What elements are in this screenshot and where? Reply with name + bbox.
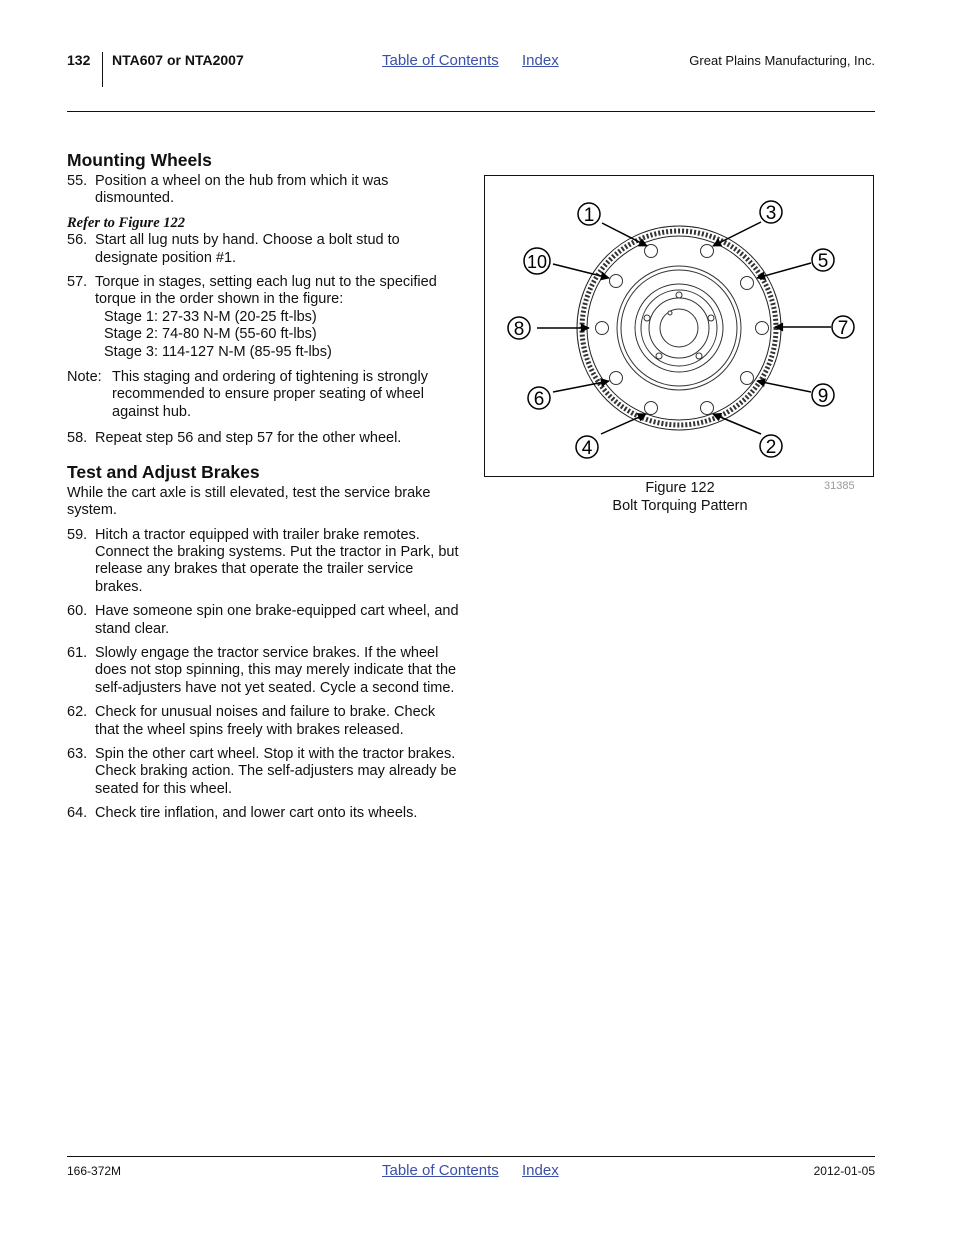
step-55 — [67, 173, 462, 208]
document-code: 166-372M — [67, 1164, 122, 1178]
note-text: This staging and ordering of tightening is strongly recommended to ensure proper seating of wheel against hub. — [112, 369, 428, 420]
document-date: 2012-01-05 — [813, 1164, 875, 1178]
footer-rule — [67, 1156, 875, 1157]
footer-index-link[interactable]: Index — [522, 1162, 559, 1179]
label-1: 1 — [583, 205, 595, 226]
step-58 — [67, 430, 462, 447]
label-2: 2 — [765, 437, 777, 458]
step-text: Spin the other cart wheel. Stop it with the tractor brakes. Check braking action. The self-adjusters may already be seated for this wheel. — [95, 745, 457, 797]
step-63 — [67, 746, 462, 798]
step-number: 60. — [67, 603, 88, 620]
label-4: 4 — [581, 438, 593, 459]
stage-1: Stage 1: 27-33 N-M (20-25 ft-lbs) — [104, 308, 317, 325]
label-6: 6 — [533, 389, 545, 410]
company-name: Great Plains Manufacturing, Inc. — [689, 53, 875, 68]
tightening-note — [67, 369, 462, 421]
step-text: Slowly engage the tractor service brakes. If the wheel does not stop spinning, this may merely indicate that the self-adjusters have not yet seated. Cycle a second time. — [95, 644, 457, 696]
brakes-intro: While the cart axle is still elevated, test the service brake system. — [67, 484, 431, 519]
step-number: 63. — [67, 745, 88, 762]
step-64 — [67, 805, 462, 822]
header-rule — [67, 111, 875, 112]
page-number: 132 — [67, 52, 91, 68]
step-57 — [67, 274, 462, 309]
step-text: Repeat step 56 and step 57 for the other wheel. — [95, 430, 402, 447]
bolt-pattern-diagram — [485, 176, 873, 476]
stage-2: Stage 2: 74-80 N-M (55-60 ft-lbs) — [104, 326, 317, 343]
label-9: 9 — [817, 386, 829, 407]
step-number: 59. — [67, 526, 88, 543]
label-10: 10 — [526, 252, 548, 272]
step-61 — [67, 645, 462, 697]
header-toc-link[interactable]: Table of Contents — [382, 52, 499, 69]
step-number: 57. — [67, 274, 88, 291]
model-name: NTA607 or NTA2007 — [112, 52, 244, 68]
figure-caption-number: Figure 122 — [645, 480, 715, 496]
step-number: 56. — [67, 232, 88, 249]
header-divider — [102, 52, 103, 87]
header-index-link[interactable]: Index — [522, 52, 559, 69]
label-8: 8 — [513, 319, 525, 340]
stage-3: Stage 3: 114-127 N-M (85-95 ft-lbs) — [104, 343, 332, 360]
figure-122-frame — [484, 175, 874, 477]
step-text: Check for unusual noises and failure to brake. Check that the wheel spins freely with brakes released. — [95, 704, 436, 738]
figure-caption-title: Bolt Torquing Pattern — [612, 498, 748, 514]
brakes-heading: Test and Adjust Brakes — [67, 461, 260, 482]
step-text: Torque in stages, setting each lug nut to the specified torque in the order shown in the figure: — [95, 274, 437, 308]
step-text: Have someone spin one brake-equipped cart wheel, and stand clear. — [95, 603, 459, 637]
step-text: Hitch a tractor equipped with trailer brake remotes. Connect the braking systems. Put the tractor in Park, but release any brakes that operate the trailer service brakes. — [95, 526, 459, 595]
figure-image-id: 31385 — [824, 480, 855, 492]
step-number: 61. — [67, 644, 88, 661]
step-number: 58. — [67, 430, 88, 447]
step-number: 62. — [67, 704, 88, 721]
step-62 — [67, 704, 462, 739]
step-60 — [67, 603, 462, 638]
note-label: Note: — [67, 369, 102, 386]
step-text: Start all lug nuts by hand. Choose a bolt stud to designate position #1. — [95, 232, 400, 266]
figure-reference: Refer to Figure 122 — [67, 214, 186, 231]
step-number: 55. — [67, 173, 88, 189]
label-3: 3 — [765, 203, 777, 224]
label-5: 5 — [817, 251, 829, 272]
step-59 — [67, 527, 462, 597]
footer-toc-link[interactable]: Table of Contents — [382, 1162, 499, 1179]
label-7: 7 — [837, 318, 849, 339]
left-column — [67, 150, 462, 823]
step-number: 64. — [67, 805, 88, 822]
step-56 — [67, 232, 462, 267]
mounting-wheels-heading: Mounting Wheels — [67, 150, 212, 170]
step-text: Check tire inflation, and lower cart onto its wheels. — [95, 805, 418, 822]
step-text: Position a wheel on the hub from which it was dismounted. — [95, 173, 389, 207]
